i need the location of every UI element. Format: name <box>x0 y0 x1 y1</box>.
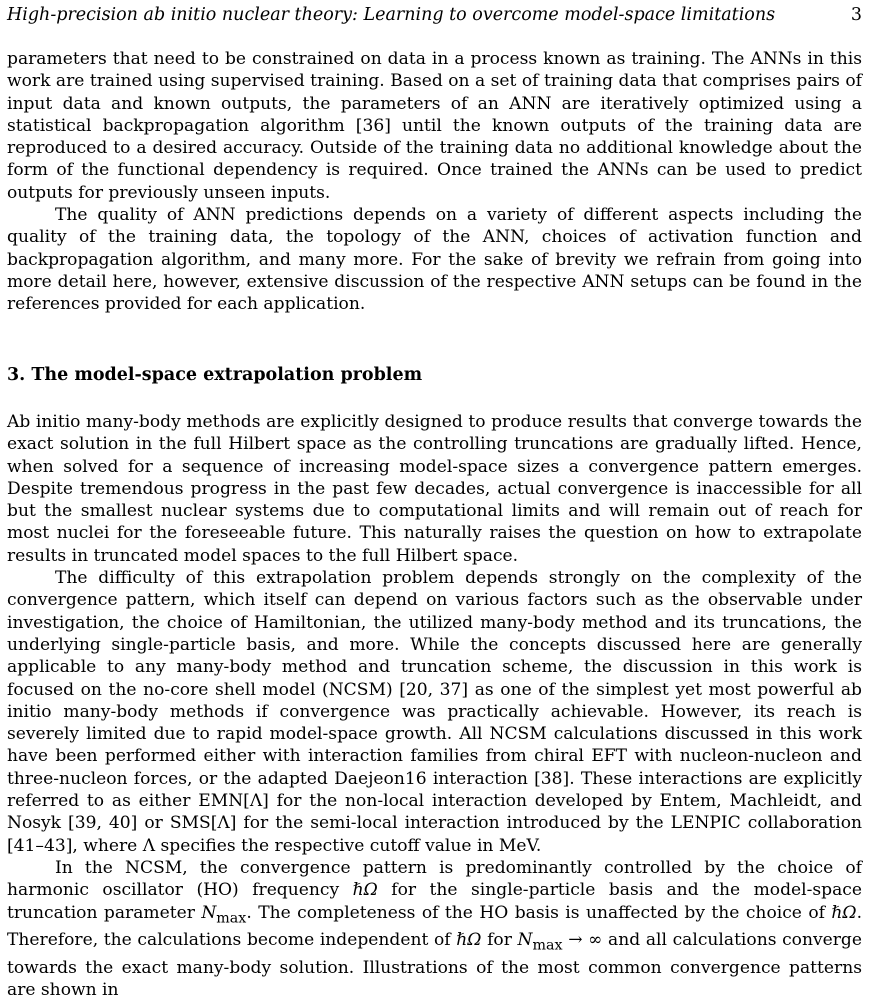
section-2-continuation <box>7 48 862 316</box>
text-fragment: and all calculations converge towards the exact many-body solution. Illustrations of the most common convergence patterns are shown in <box>7 930 862 1001</box>
text-fragment: for the single-particle basis and the model-space truncation parameter <box>7 880 862 923</box>
paragraph-ann-quality: The quality of ANN predictions depends on a variety of different aspects including the quality of the training data, the topology of the ANN, choices of activation function and backpropagation algorithm, and many more. For the sake of brevity we refrain from going into more detail here, however, extensive discussion of the respective ANN setups can be found in the references provided for each application. <box>7 205 862 315</box>
math-arrow-infinity: → ∞ <box>562 930 603 951</box>
paragraph-ncsm-convergence <box>7 857 862 1002</box>
math-n: N <box>201 902 217 923</box>
math-n: N <box>517 930 533 951</box>
text-fragment: . Therefore, the calculations become independent of <box>7 902 863 951</box>
running-title: High-precision ab initio nuclear theory: Learning to overcome model-space limitations <box>7 5 776 25</box>
math-subscript-max: max <box>216 909 247 926</box>
page-number: 3 <box>850 5 862 25</box>
paragraph-extrapolation-intro: Ab initio many-body methods are explicitly designed to produce results that converge towards the exact solution in the full Hilbert space as the controlling truncations are gradually lifted. Hence, when solved for a sequence of increasing model-space sizes a convergence pattern emerges. Despite tremendous progress in the past few decades, actual convergence is inaccessible for all but the smallest nuclear systems due to computational limits and will remain out of reach for most nuclei for the foreseeable future. This naturally raises the question on how to extrapolate results in truncated model spaces to the full Hilbert space. <box>7 412 862 566</box>
math-subscript-max: max <box>532 937 563 954</box>
paragraph-extrapolation-difficulty: The difficulty of this extrapolation problem depends strongly on the complexity of the convergence pattern, which itself can depend on various factors such as the observable under investigation, the choice of Hamiltonian, the utilized many-body method and its truncations, the underlying single-particle basis, and more. While the concepts discussed here are generally applicable to any many-body method and truncation scheme, the discussion in this work is focused on the no-core shell model (NCSM) [20, 37] as one of the simplest yet most powerful ab initio many-body methods if convergence was practically achievable. However, its reach is severely limited due to rapid model-space growth. All NCSM calculations discussed in this work have been performed either with interaction families from chiral EFT with nucleon-nucleon and three-nucleon forces, or the adapted Daejeon16 interaction [38]. These interactions are explicitly referred to as either EMN[Λ] for the non-local interaction developed by Entem, Machleidt, and Nosyk [39, 40] or SMS[Λ] for the semi-local interaction introduced by the LENPIC collaboration [41–43], where Λ specifies the respective cutoff value in MeV. <box>7 568 862 856</box>
paragraph-ann-training: parameters that need to be constrained on data in a process known as training. The ANNs in this work are trained using supervised training. Based on a set of training data that comprises pairs of input data and known outputs, the parameters of an ANN are iteratively optimized using a statistical backpropagation algorithm [36] until the known outputs of the training data are reproduced to a desired accuracy. Outside of the training data no additional knowledge about the form of the functional dependency is required. Once trained the ANNs can be used to predict outputs for previously unseen inputs. <box>7 49 862 203</box>
text-fragment: In the NCSM, the convergence pattern is predominantly controlled by the choice of harmonic oscillator (HO) frequency <box>7 857 862 901</box>
text-fragment: for <box>481 930 518 951</box>
math-hbar-omega: ℏΩ <box>352 880 378 901</box>
math-hbar-omega: ℏΩ <box>831 902 857 923</box>
math-hbar-omega: ℏΩ <box>456 930 482 951</box>
section-heading: 3. The model-space extrapolation problem <box>7 365 423 385</box>
text-fragment: . The completeness of the HO basis is unaffected by the choice of <box>246 902 832 923</box>
running-header <box>7 4 862 28</box>
section-3-body <box>7 411 862 1002</box>
